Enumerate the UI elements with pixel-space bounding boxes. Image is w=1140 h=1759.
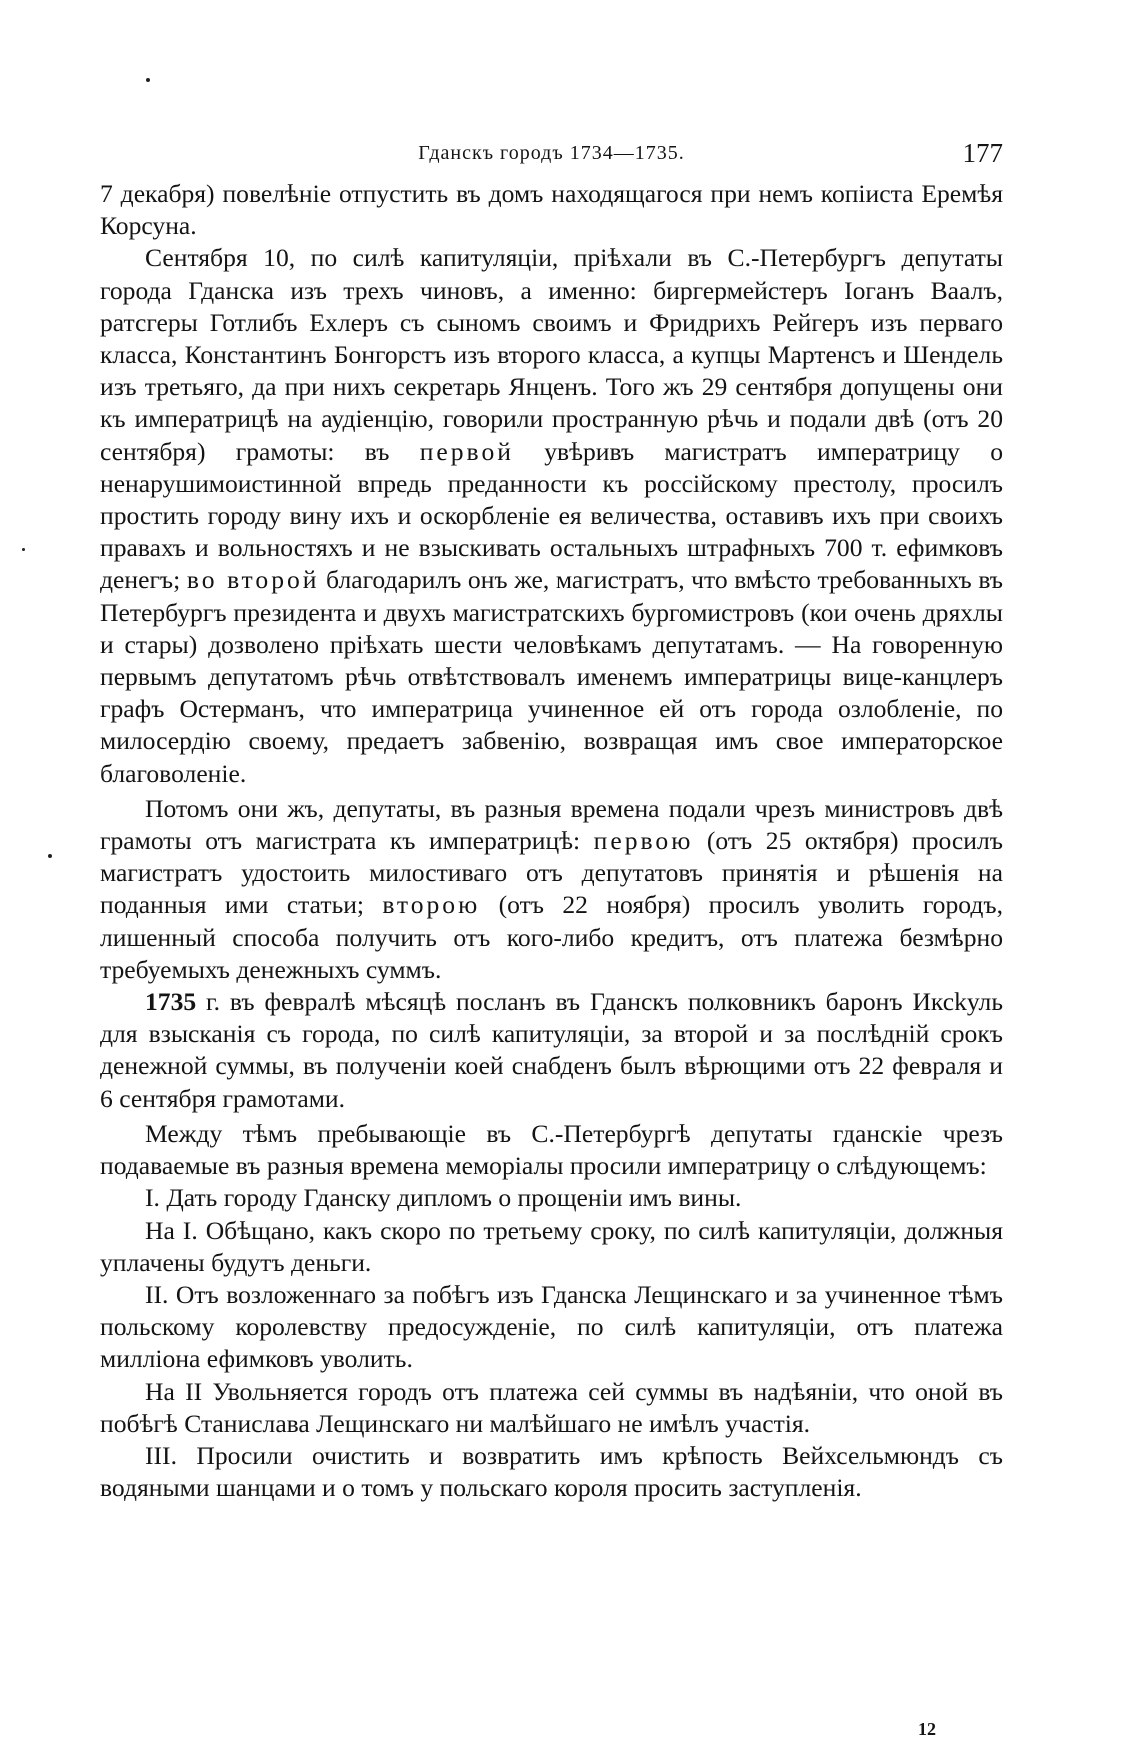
page-header xyxy=(100,138,1003,168)
paragraph xyxy=(100,1376,1003,1440)
paragraph xyxy=(100,1279,1003,1376)
text-run: II. Отъ возложеннаго за побѣгъ изъ Гданска Лещинскаго и за учиненное тѣмъ польскому королевству предосужденіе, по силѣ капитуляціи, отъ платежа милліона ефимковъ уволить. xyxy=(100,1279,1003,1374)
paragraph xyxy=(100,1118,1003,1182)
paragraph xyxy=(100,1182,1003,1214)
emphasis-text: первою xyxy=(593,826,694,856)
text-run: III. Просили очистить и возвратить имъ крѣпость Вейхсельмюндъ съ водяными шанцами и о томъ у польскаго короля просить заступленія. xyxy=(100,1440,1003,1503)
paragraph xyxy=(100,793,1003,986)
emphasis-text: второю xyxy=(382,890,481,920)
year-heading: 1735 xyxy=(145,987,197,1017)
signature-mark: 12 xyxy=(918,1719,936,1739)
paragraph xyxy=(100,986,1003,1115)
text-run: 7 декабря) повелѣніе отпустить въ домъ находящагося при немъ копіиста Еремѣя Корсуна. xyxy=(100,179,1003,241)
paragraph xyxy=(100,1440,1003,1504)
text-run: (отъ 22 ноября) просилъ уволить городъ, лишенный способа получить отъ кого-либо кредитъ, отъ платежа безмѣрно требуемыхъ денежныхъ суммъ. xyxy=(100,890,1003,984)
text-run: увѣривъ магистратъ императрицу о ненарушимоистинной впредь преданности къ россійскому престолу, просилъ простить городу вину ихъ и оскорбленіе ея величества, оставивъ ихъ при своихъ правахъ и вольностяхъ и не взыскивать остальныхъ штрафныхъ 700 т. ефимковъ денегъ; xyxy=(100,436,1003,595)
text-run: Между тѣмъ пребывающіе въ С.-Петербургѣ депутаты гданскіе чрезъ подаваемые въ разныя времена меморіалы просили императрицу о слѣдующемъ: xyxy=(100,1118,1003,1181)
paragraph xyxy=(100,178,1003,242)
text-run: На II Увольняется городъ отъ платежа сей суммы въ надѣяніи, что оной въ побѣгѣ Станислава Лещинскаго ни малѣйшаго не имѣлъ участія. xyxy=(100,1376,1003,1438)
text-run: (отъ 25 октября) просилъ магистратъ удостоить милостиваго отъ депутатовъ принятія и рѣшенія на поданныя ими статьи; xyxy=(100,826,1003,920)
print-speck xyxy=(22,548,25,551)
text-run: Сентября 10, по силѣ капитуляціи, пріѣхали въ С.-Петербургъ депутаты города Гданска изъ трехъ чиновъ, а именно: биргермейстеръ Іоганъ Ваалъ, ратсгеры Готлибъ Ехлеръ съ сыномъ своимъ и Фридрихъ Рейгеръ изъ перваго класса, Константинъ Бонгорстъ изъ второго класса, а купцы Мартенсъ и Шендель изъ третьяго, да при нихъ секретарь Янценъ. Того жъ 29 сентября допущены они къ императрицѣ на аудіенцію, говорили пространную рѣчь и подали двѣ (отъ 20 сентября) грамоты: въ xyxy=(100,243,1003,466)
paragraph xyxy=(100,242,1003,789)
text-run: I. Дать городу Гданску дипломъ о прощеніи имъ вины. xyxy=(145,1183,742,1213)
paragraph xyxy=(100,1215,1003,1279)
running-title: Гданскъ городъ 1734—1735. xyxy=(418,142,685,164)
text-run: благодарилъ онъ же, магистратъ, что вмѣсто требованныхъ въ Петербургъ президента и двухъ магистратскихъ бургомистровъ (кои очень дряхлы и стары) дозволено пріѣхать шести человѣкамъ депутатамъ. — На говоренную первымъ депутатомъ рѣчь отвѣтствовалъ именемъ императрицы вице-канцлеръ графъ Остерманъ, что императрица учиненное ей отъ города озлобленіе, по милосердію своему, предаетъ забвенію, возвращая имъ свое императорское благоволеніе. xyxy=(100,565,1003,788)
emphasis-text: первой xyxy=(419,436,514,466)
text-run: На I. Обѣщано, какъ скоро по третьему сроку, по силѣ капитуляціи, должныя уплачены будутъ деньги. xyxy=(100,1215,1003,1277)
text-run: г. въ февралѣ мѣсяцѣ посланъ въ Гданскъ полковникъ баронъ Иксkуль для взысканія съ города, по силѣ капитуляціи, за второй и за послѣдній срокъ денежной суммы, въ полученіи коей снабденъ былъ вѣрющими отъ 22 февраля и 6 сентября грамотами. xyxy=(100,987,1003,1113)
text-run: Потомъ они жъ, депутаты, въ разныя времена подали чрезъ министровъ двѣ грамоты отъ магистрата къ императрицѣ: xyxy=(100,793,1003,856)
print-speck xyxy=(48,854,52,858)
print-speck xyxy=(146,78,150,82)
page-number: 177 xyxy=(962,138,1003,168)
emphasis-text: во второй xyxy=(186,565,320,595)
body-text xyxy=(100,178,1003,1504)
